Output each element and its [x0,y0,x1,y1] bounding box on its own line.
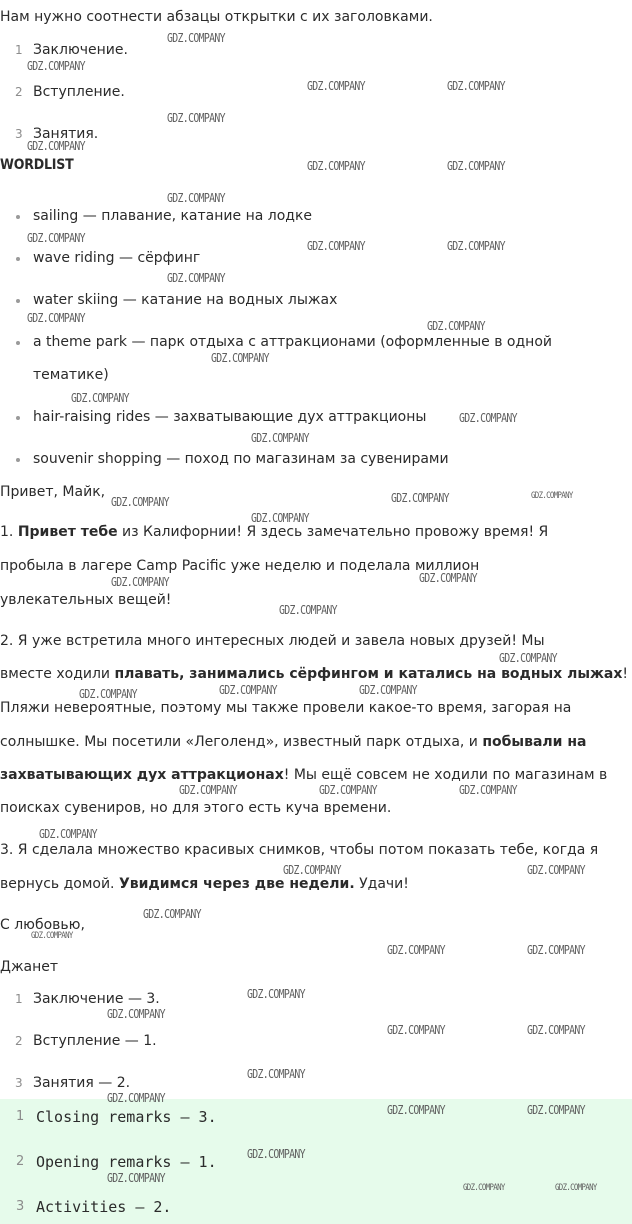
watermark: GDZ.COMPANY [79,687,137,701]
list1-number: 2 [15,85,23,99]
watermark: GDZ.COMPANY [107,1091,165,1105]
watermark: GDZ.COMPANY [247,987,305,1001]
watermark: GDZ.COMPANY [447,159,505,173]
watermark: GDZ.COMPANY [251,431,309,445]
watermark: GDZ.COMPANY [283,863,341,877]
watermark: GDZ.COMPANY [463,1183,505,1193]
list1-item: Вступление. [33,84,125,100]
watermark: GDZ.COMPANY [499,651,557,665]
list3-number: 1 [16,1109,25,1124]
letter-paragraph-2-line: захватывающих дух аттракционах! Мы ещё совсем не ходили по магазинам в [0,767,608,783]
letter-paragraph-3-line: 3. Я сделала множество красивых снимков, чтобы потом показать тебе, когда я [0,842,599,858]
watermark: GDZ.COMPANY [459,783,517,797]
intro-text: Нам нужно соотнести абзацы открытки с их заголовками. [0,9,433,25]
letter-greeting: Привет, Майк, [0,484,106,500]
watermark: GDZ.COMPANY [247,1147,305,1161]
list3-item: Closing remarks — 3. [36,1108,217,1126]
wordlist-item: hair-raising rides — захватывающие дух аттракционы [33,409,427,425]
watermark: GDZ.COMPANY [111,495,169,509]
watermark: GDZ.COMPANY [143,907,201,921]
watermark: GDZ.COMPANY [167,191,225,205]
watermark: GDZ.COMPANY [307,79,365,93]
watermark: GDZ.COMPANY [167,111,225,125]
letter-signature: Джанет [0,959,59,975]
watermark: GDZ.COMPANY [167,271,225,285]
wordlist-heading: WORDLIST [0,157,74,173]
watermark: GDZ.COMPANY [387,1023,445,1037]
watermark: GDZ.COMPANY [531,491,573,501]
wordlist-item-continuation: тематике) [33,367,109,383]
list1-number: 1 [15,43,23,57]
letter-paragraph-2-line: вместе ходили плавать, занимались сёрфингом и катались на водных лыжах! [0,666,629,682]
list3-number: 2 [16,1154,25,1169]
letter-paragraph-1-line: 1. Привет тебе из Калифорнии! Я здесь замечательно провожу время! Я [0,524,549,540]
letter-paragraph-2-line: поисках сувениров, но для этого есть куча времени. [0,800,392,816]
watermark: GDZ.COMPANY [387,1103,445,1117]
watermark: GDZ.COMPANY [27,59,85,73]
letter-paragraph-1-line: увлекательных вещей! [0,592,172,608]
watermark: GDZ.COMPANY [427,319,485,333]
watermark: GDZ.COMPANY [459,411,517,425]
list1-item: Заключение. [33,42,128,58]
watermark: GDZ.COMPANY [39,827,97,841]
letter-paragraph-1-line: пробыла в лагере Camp Pacific уже неделю и поделала миллион [0,558,480,574]
list1-number: 3 [15,127,23,141]
watermark: GDZ.COMPANY [179,783,237,797]
bullet-icon [16,299,20,303]
watermark: GDZ.COMPANY [447,79,505,93]
watermark: GDZ.COMPANY [167,31,225,45]
letter-closing: С любовью, [0,917,85,933]
watermark: GDZ.COMPANY [211,351,269,365]
watermark: GDZ.COMPANY [27,231,85,245]
watermark: GDZ.COMPANY [279,603,337,617]
watermark: GDZ.COMPANY [527,1023,585,1037]
watermark: GDZ.COMPANY [247,1067,305,1081]
watermark: GDZ.COMPANY [387,943,445,957]
watermark: GDZ.COMPANY [307,239,365,253]
bullet-icon [16,257,20,261]
bullet-icon [16,458,20,462]
letter-paragraph-3-line: вернусь домой. Увидимся через две недели. Удачи! [0,876,409,892]
watermark: GDZ.COMPANY [111,575,169,589]
letter-paragraph-2-line: солнышке. Мы посетили «Леголенд», известный парк отдыха, и побывали на [0,734,587,750]
watermark: GDZ.COMPANY [447,239,505,253]
watermark: GDZ.COMPANY [107,1171,165,1185]
watermark: GDZ.COMPANY [251,511,309,525]
bullet-icon [16,416,20,420]
watermark: GDZ.COMPANY [219,683,277,697]
watermark: GDZ.COMPANY [71,391,129,405]
wordlist-item: sailing — плавание, катание на лодке [33,208,313,224]
list3-number: 3 [16,1199,25,1214]
watermark: GDZ.COMPANY [419,571,477,585]
list2-number: 2 [15,1034,23,1048]
watermark: GDZ.COMPANY [27,139,85,153]
wordlist-item: water skiing — катание на водных лыжах [33,292,338,308]
watermark: GDZ.COMPANY [359,683,417,697]
watermark: GDZ.COMPANY [31,931,73,941]
letter-paragraph-2-line: 2. Я уже встретила много интересных людей и завела новых друзей! Мы [0,633,545,649]
list2-item: Вступление — 1. [33,1033,157,1049]
wordlist-item: a theme park — парк отдыха с аттракционами (оформленные в одной [33,334,552,350]
list3-item: Opening remarks — 1. [36,1153,217,1171]
watermark: GDZ.COMPANY [527,1103,585,1117]
wordlist-item: souvenir shopping — поход по магазинам за сувенирами [33,451,449,467]
watermark: GDZ.COMPANY [319,783,377,797]
list1-item: Занятия. [33,126,99,142]
list2-number: 3 [15,1076,23,1090]
bullet-icon [16,341,20,345]
watermark: GDZ.COMPANY [527,943,585,957]
watermark: GDZ.COMPANY [391,491,449,505]
list2-number: 1 [15,992,23,1006]
watermark: GDZ.COMPANY [107,1007,165,1021]
list2-item: Заключение — 3. [33,991,160,1007]
letter-paragraph-2-line: Пляжи невероятные, поэтому мы также провели какое-то время, загорая на [0,700,572,716]
bullet-icon [16,215,20,219]
list2-item: Занятия — 2. [33,1075,131,1091]
watermark: GDZ.COMPANY [527,863,585,877]
watermark: GDZ.COMPANY [307,159,365,173]
list3-item: Activities — 2. [36,1198,172,1216]
wordlist-item: wave riding — сёрфинг [33,250,201,266]
watermark: GDZ.COMPANY [555,1183,597,1193]
watermark: GDZ.COMPANY [27,311,85,325]
